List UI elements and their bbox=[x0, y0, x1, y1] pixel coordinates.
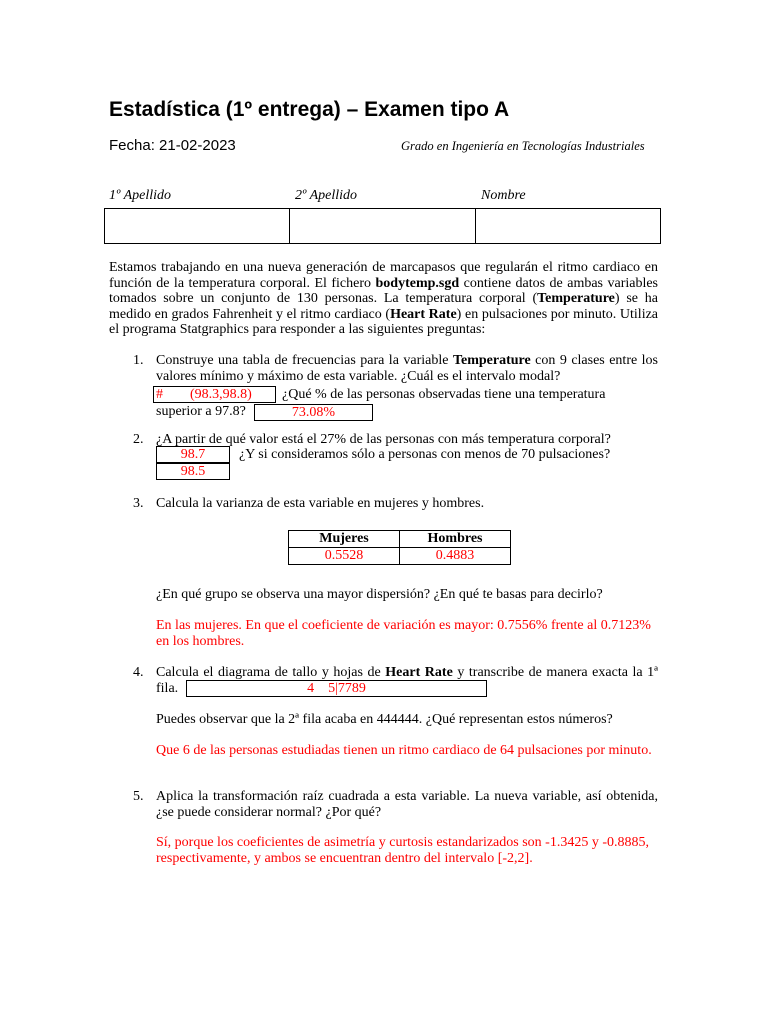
q2-answer-box-1[interactable]: 98.7 bbox=[156, 446, 230, 463]
header-first-surname: 1º Apellido bbox=[109, 188, 172, 203]
header-name: Nombre bbox=[481, 188, 526, 203]
q5-number: 5. bbox=[133, 789, 144, 804]
q1-text: Construye una tabla de frecuencias para la variable Temperature con 9 clases entre los valores mínimo y máximo de esta variable. ¿Cuál es el intervalo modal? bbox=[156, 353, 658, 384]
q1-percent-answer-box[interactable]: 73.08% bbox=[254, 404, 373, 421]
q3-number: 3. bbox=[133, 496, 144, 511]
q3-dispersion-answer: En las mujeres. En que el coeficiente de variación es mayor: 0.7556% frente al 0.7123% en los hombres. bbox=[156, 618, 651, 649]
q1-modal-answer-box[interactable]: # (98.3,98.8) bbox=[153, 386, 276, 403]
variance-value-men[interactable]: 0.4883 bbox=[400, 548, 511, 565]
q2-text: ¿A partir de qué valor está el 27% de las personas con más temperatura corporal? bbox=[156, 432, 611, 447]
q2-number: 2. bbox=[133, 432, 144, 447]
q2-text-2: ¿Y si consideramos sólo a personas con menos de 70 pulsaciones? bbox=[239, 447, 611, 462]
name-field[interactable] bbox=[476, 209, 660, 243]
q1-question-percent: ¿Qué % de las personas observadas tiene una temperatura bbox=[282, 387, 606, 402]
q3-dispersion-question: ¿En qué grupo se observa una mayor dispersión? ¿En qué te basas para decirlo? bbox=[156, 587, 603, 602]
variance-header-men: Hombres bbox=[400, 531, 511, 548]
q1-question-percent-cont: superior a 97.8? bbox=[156, 404, 246, 419]
exam-date: Fecha: 21-02-2023 bbox=[109, 137, 236, 154]
degree-name: Grado en Ingeniería en Tecnologías Industriales bbox=[401, 139, 645, 153]
q5-text: Aplica la transformación raíz cuadrada a esta variable. La nueva variable, así obtenida, ¿se puede considerar normal? ¿Por qué? bbox=[156, 789, 658, 820]
first-surname-field[interactable] bbox=[105, 209, 290, 243]
variance-table bbox=[288, 530, 511, 565]
student-info-table bbox=[104, 208, 661, 244]
q1-number: 1. bbox=[133, 353, 144, 368]
variance-header-women: Mujeres bbox=[289, 531, 400, 548]
q3-text: Calcula la varianza de esta variable en mujeres y hombres. bbox=[156, 496, 485, 511]
q4-text: Calcula el diagrama de tallo y hojas de Heart Rate y transcribe de manera exacta la 1ª fila. bbox=[156, 665, 659, 696]
second-surname-field[interactable] bbox=[290, 209, 475, 243]
q4-answer: Que 6 de las personas estudiadas tienen un ritmo cardiaco de 64 pulsaciones por minuto. bbox=[156, 743, 652, 758]
variance-value-women[interactable]: 0.5528 bbox=[289, 548, 400, 565]
q4-number: 4. bbox=[133, 665, 144, 680]
q4-stem-leaf-answer-box[interactable]: 4 5|7789 bbox=[186, 680, 487, 697]
q2-answer-box-2[interactable]: 98.5 bbox=[156, 463, 230, 480]
header-second-surname: 2º Apellido bbox=[295, 188, 358, 203]
exam-title: Estadística (1º entrega) – Examen tipo A bbox=[109, 98, 510, 121]
q4-question-2: Puedes observar que la 2ª fila acaba en 444444. ¿Qué representan estos números? bbox=[156, 712, 613, 727]
q5-answer: Sí, porque los coeficientes de asimetría y curtosis estandarizados son -1.3425 y -0.8885, respectivamente, y ambos se encuentran dentro del intervalo [-2,2]. bbox=[156, 835, 649, 866]
intro-paragraph: Estamos trabajando en una nueva generación de marcapasos que regularán el ritmo cardiaco en función de la temperatura corporal. El fichero bodytemp.sgd contiene datos de ambas variables tomados sobre un conjunto de 130 personas. La temperatura corporal (Temperature) se ha medido en grados Fahrenheit y el ritmo cardiaco (Heart Rate) en pulsaciones por minuto. Utiliza el programa Statgraphics para responder a las siguientes preguntas: bbox=[109, 260, 659, 337]
